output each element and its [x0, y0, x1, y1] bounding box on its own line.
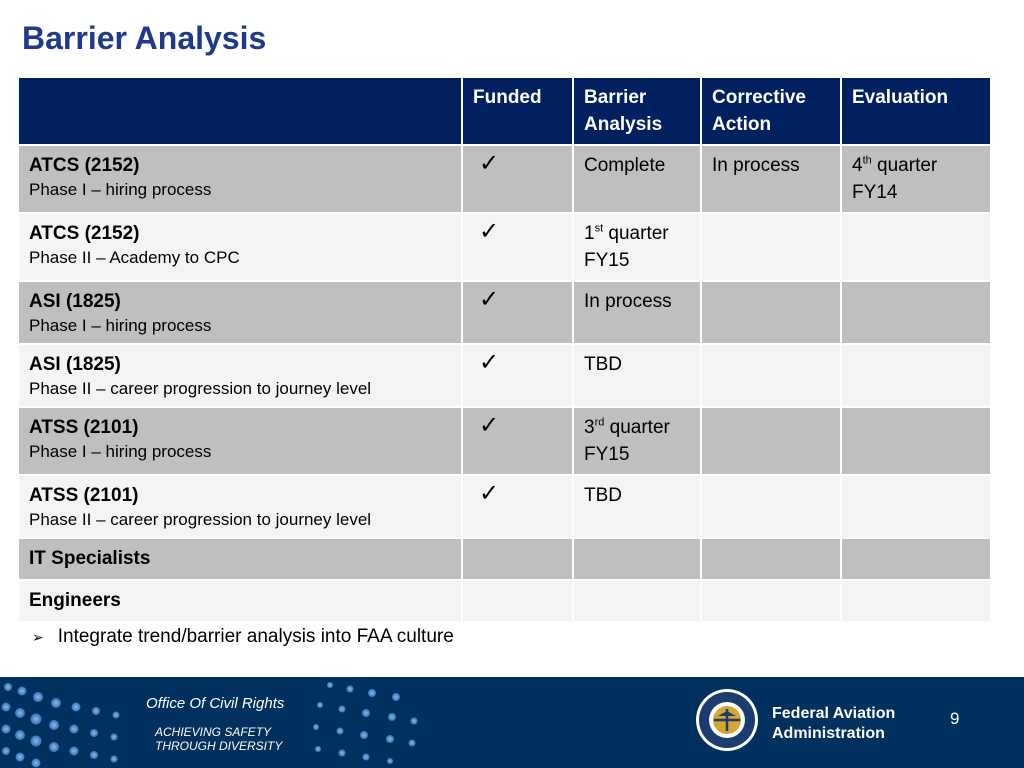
evaluation-cell [841, 281, 991, 344]
evaluation-cell [841, 580, 991, 622]
row-title: IT Specialists [29, 548, 151, 569]
table-row [18, 407, 991, 475]
checkmark-icon: ✓ [479, 218, 500, 245]
corrective-cell [701, 213, 841, 281]
barrier-cell: 3rd quarter FY15 [573, 407, 701, 475]
row-title: ATCS (2152) [29, 155, 140, 176]
page-title: Barrier Analysis [22, 20, 267, 56]
funded-cell [462, 344, 573, 407]
evaluation-cell [841, 538, 991, 580]
corrective-cell [701, 475, 841, 538]
corrective-cell [701, 407, 841, 475]
office-name: Office Of Civil Rights [146, 695, 285, 712]
barrier-cell [573, 538, 701, 580]
footer-banner [0, 677, 1024, 768]
checkmark-icon: ✓ [479, 349, 500, 376]
barrier-cell: TBD [573, 344, 701, 407]
funded-cell [462, 213, 573, 281]
table-header-row [18, 77, 991, 145]
corrective-cell: In process [701, 145, 841, 213]
row-title: ASI (1825) [29, 354, 121, 375]
header-evaluation: Evaluation [841, 77, 991, 145]
evaluation-cell [841, 407, 991, 475]
row-label-cell [18, 145, 462, 213]
arrow-bullet-icon: ➢ [32, 629, 44, 645]
tagline-line-2: THROUGH DIVERSITY [155, 739, 283, 753]
table-row [18, 538, 991, 580]
row-title: ATSS (2101) [29, 485, 139, 506]
evaluation-cell: 4th quarter FY14 [841, 145, 991, 213]
evaluation-cell [841, 213, 991, 281]
row-label-cell [18, 580, 462, 622]
table-row [18, 475, 991, 538]
checkmark-icon: ✓ [479, 480, 500, 507]
evaluation-cell [841, 475, 991, 538]
checkmark-icon: ✓ [479, 286, 500, 313]
row-label-cell [18, 475, 462, 538]
table-row [18, 213, 991, 281]
row-subtitle: Phase II – career progression to journey level [29, 510, 372, 529]
header-barrier-analysis: Barrier Analysis [573, 77, 701, 145]
barrier-cell: 1st quarter FY15 [573, 213, 701, 281]
header-blank [18, 77, 462, 145]
funded-cell [462, 580, 573, 622]
corrective-cell [701, 344, 841, 407]
row-subtitle: Phase I – hiring process [29, 180, 212, 199]
row-label-cell [18, 344, 462, 407]
corrective-cell [701, 580, 841, 622]
faa-seal-icon [694, 687, 760, 753]
row-title: Engineers [29, 590, 121, 611]
evaluation-cell [841, 344, 991, 407]
table-row [18, 145, 991, 213]
barrier-analysis-table [17, 76, 992, 623]
funded-cell [462, 475, 573, 538]
corrective-cell [701, 538, 841, 580]
table-row [18, 281, 991, 344]
tagline-line-1: ACHIEVING SAFETY [155, 725, 272, 739]
row-label-cell [18, 407, 462, 475]
row-label-cell [18, 538, 462, 580]
row-title: ATCS (2152) [29, 223, 140, 244]
funded-cell [462, 407, 573, 475]
barrier-cell: In process [573, 281, 701, 344]
funded-cell [462, 281, 573, 344]
barrier-cell: TBD [573, 475, 701, 538]
row-subtitle: Phase II – career progression to journey level [29, 379, 372, 398]
barrier-cell: Complete [573, 145, 701, 213]
agency-name-line-2: Administration [772, 725, 885, 742]
row-title: ASI (1825) [29, 291, 121, 312]
table-row [18, 344, 991, 407]
header-funded: Funded [462, 77, 573, 145]
row-label-cell [18, 281, 462, 344]
corrective-cell [701, 281, 841, 344]
row-subtitle: Phase I – hiring process [29, 442, 212, 461]
row-subtitle: Phase I – hiring process [29, 316, 212, 335]
checkmark-icon: ✓ [479, 412, 500, 439]
row-title: ATSS (2101) [29, 417, 139, 438]
table-row [18, 580, 991, 622]
barrier-cell [573, 580, 701, 622]
funded-cell [462, 538, 573, 580]
row-subtitle: Phase II – Academy to CPC [29, 248, 240, 267]
dot-pattern-icon [0, 677, 420, 768]
bullet-item [32, 626, 454, 648]
page-number: 9 [950, 709, 960, 728]
bullet-text: Integrate trend/barrier analysis into FAA culture [57, 626, 454, 647]
funded-cell [462, 145, 573, 213]
row-label-cell [18, 213, 462, 281]
checkmark-icon: ✓ [479, 150, 500, 177]
agency-name-line-1: Federal Aviation [772, 705, 896, 722]
header-corrective-action: Corrective Action [701, 77, 841, 145]
